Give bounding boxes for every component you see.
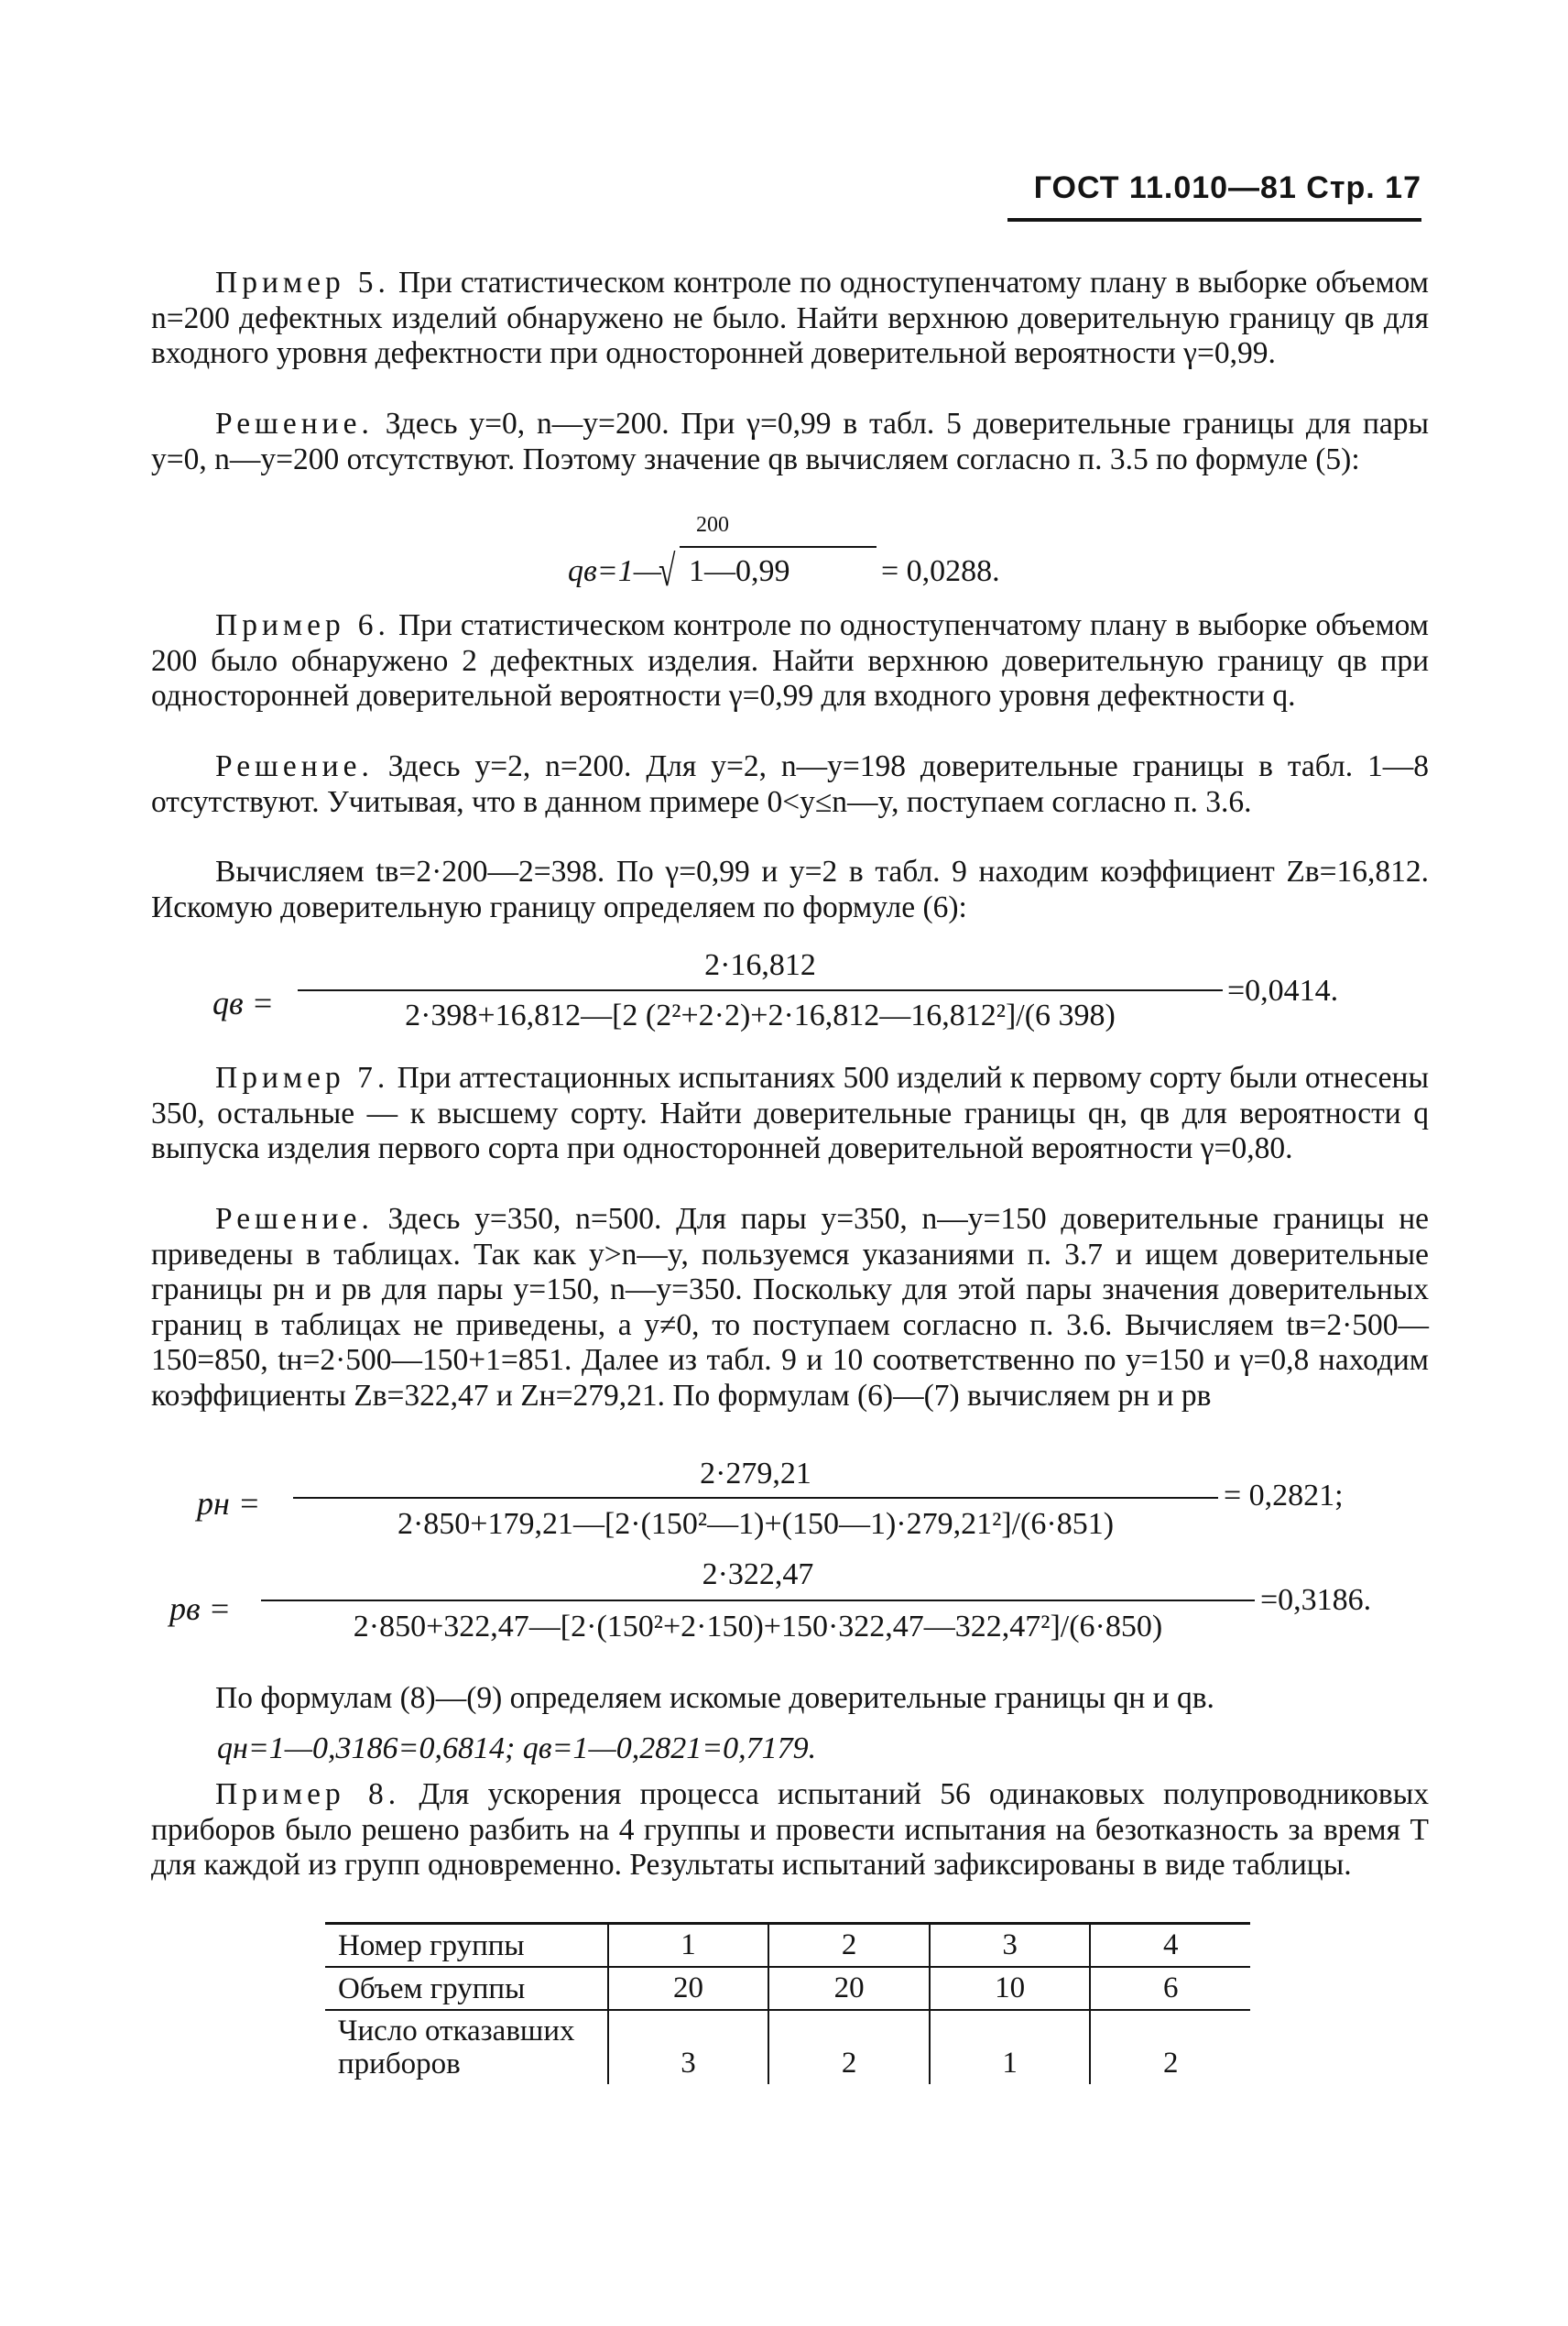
example-5-solution-label: Решение. xyxy=(215,407,374,441)
example-6-solution-text: Здесь y=2, n=200. Для y=2, n—y=198 доверительные границы в табл. 1—8 отсутствуют. Учитывая, что в данном примере 0<y≤n—y, поступаем согласно п. 3.6. xyxy=(151,749,1429,819)
table-cell: 20 xyxy=(608,1967,769,2010)
formula-6-denominator: 2·398+16,812—[2 (2²+2·2)+2·16,812—16,812²]/(6 398) xyxy=(405,999,1116,1032)
formula-5-result: = 0,0288. xyxy=(881,554,1000,588)
example-5-solution xyxy=(151,407,1429,477)
table-cell: 1 xyxy=(608,1924,769,1968)
table-row xyxy=(325,2010,1250,2084)
example-6-solution-label: Решение. xyxy=(215,749,374,783)
table-row-label: Число отказавших приборов xyxy=(325,2010,608,2084)
header-rule xyxy=(1007,218,1421,222)
example-6-label: Пример 6. xyxy=(215,608,390,642)
example-6-solution xyxy=(151,749,1429,820)
formula-7a-numerator: 2·279,21 xyxy=(700,1457,811,1491)
table-cell: 1 xyxy=(930,2010,1091,2084)
example-5-label: Пример 5. xyxy=(215,266,390,300)
formula-5-radicand: 1—0,99 xyxy=(689,554,790,588)
table-cell: 2 xyxy=(1162,2047,1179,2080)
example-7-solution-label: Решение. xyxy=(215,1202,374,1236)
formula-5-lhs: qв=1— xyxy=(568,554,661,588)
table-cell: 3 xyxy=(930,1924,1091,1968)
table-row xyxy=(325,1924,1250,1968)
example-7-paragraph xyxy=(151,1061,1429,1167)
formula-7b-denominator: 2·850+322,47—[2·(150²+2·150)+150·322,47—322,47²]/(6·850) xyxy=(353,1610,1163,1643)
formula-6-fraction-bar xyxy=(298,989,1223,991)
example-7-conclusion xyxy=(151,1681,1429,1717)
table-row-label: Объем группы xyxy=(325,1967,608,2010)
table-cell: 10 xyxy=(930,1967,1091,2010)
table-cell: 6 xyxy=(1090,1967,1250,2010)
example-7-label: Пример 7. xyxy=(215,1061,390,1095)
table-cell: 3 xyxy=(608,2010,769,2084)
results-table xyxy=(325,1922,1250,2084)
example-5-paragraph xyxy=(151,266,1429,372)
example-6-paragraph xyxy=(151,608,1429,715)
example-5-text: При статистическом контроле по одноступенчатому плану в выборке объемом n=200 дефектных изделий обнаружено не было. Найти верхнюю доверительную границу qв для входного уровня дефектности при односторонней доверительной вероятности γ=0,99. xyxy=(151,266,1429,370)
example-7-solution xyxy=(151,1202,1429,1414)
example-6-calculation-text: Вычисляем tв=2·200—2=398. По γ=0,99 и y=2 в табл. 9 находим коэффициент Zв=16,812. Искомую доверительную границу определяем по формуле (6): xyxy=(151,855,1429,924)
formula-7a-fraction-bar xyxy=(293,1497,1218,1499)
table-row-label: Номер группы xyxy=(325,1924,608,1968)
example-6-calculation xyxy=(151,855,1429,925)
formula-7b-result: =0,3186. xyxy=(1260,1583,1372,1617)
example-6-text: При статистическом контроле по одноступенчатому плану в выборке объемом 200 было обнаружено 2 дефектных изделия. Найти верхнюю доверительную границу qв при односторонней доверительной вероятности γ=0,99 для входного уровня дефектности q. xyxy=(151,608,1429,713)
table-cell: 2 xyxy=(768,2010,930,2084)
formula-6-numerator: 2·16,812 xyxy=(704,948,816,982)
example-8-text: Для ускорения процесса испытаний 56 одинаковых полупроводниковых приборов было решено разбить на 4 группы и провести испытания на безотказность за время T для каждой из групп одновременно. Результаты испытаний зафиксированы в виде таблицы. xyxy=(151,1777,1429,1882)
formula-5-radical-icon: √ xyxy=(658,547,676,595)
example-8-label: Пример 8. xyxy=(215,1777,401,1811)
example-5-solution-text: Здесь y=0, n—y=200. При γ=0,99 в табл. 5 доверительные границы для пары y=0, n—y=200 отсутствуют. Поэтому значение qв вычисляем согласно п. 3.5 по формуле (5): xyxy=(151,407,1429,476)
formula-7b-fraction-bar xyxy=(261,1600,1255,1601)
table-row xyxy=(325,1967,1250,2010)
formula-5-root-index: 200 xyxy=(696,513,729,537)
example-7-solution-text: Здесь y=350, n=500. Для пары y=350, n—y=150 доверительные границы не приведены в таблицах. Так как y>n—y, пользуемся указаниями п. 3.7 и ищем доверительные границы pн и pв для пары y=150, n—y=350. Поскольку для этой пары значения доверительных границ в таблицах не приведены, а y≠0, то поступаем согласно п. 3.6. Вычисляем tв=2·500—150=850, tн=2·500—150+1=851. Далее из табл. 9 и 10 соответственно по y=150 и γ=0,8 находим коэффициенты Zв=322,47 и Zн=279,21. По формулам (6)—(7) вычисляем pн и pв xyxy=(151,1202,1429,1413)
example-7-conclusion-text: По формулам (8)—(9) определяем искомые доверительные границы qн и qв. xyxy=(215,1681,1214,1715)
table-cell: 4 xyxy=(1090,1924,1250,1968)
formula-7b-lhs: pв = xyxy=(169,1590,231,1627)
example-7-final-values: qн=1—0,3186=0,6814; qв=1—0,2821=0,7179. xyxy=(217,1731,817,1765)
formula-7a-lhs: pн = xyxy=(197,1485,261,1522)
example-8-paragraph xyxy=(151,1777,1429,1884)
formula-5-vinculum xyxy=(680,546,877,548)
formula-7a-result: = 0,2821; xyxy=(1224,1479,1344,1512)
formula-7a-denominator: 2·850+179,21—[2·(150²—1)+(150—1)·279,21²]/(6·851) xyxy=(397,1507,1115,1541)
table-cell: 20 xyxy=(768,1967,930,2010)
table-cell: 2 xyxy=(768,1924,930,1968)
example-7-text: При аттестационных испытаниях 500 изделий к первому сорту были отнесены 350, остальные — к высшему сорту. Найти доверительные границы qн, qв для вероятности q выпуска изделия первого сорта при односторонней доверительной вероятности γ=0,80. xyxy=(151,1061,1429,1165)
formula-7b-numerator: 2·322,47 xyxy=(702,1557,814,1591)
formula-6-result: =0,0414. xyxy=(1227,974,1339,1008)
formula-6-lhs: qв = xyxy=(212,985,274,1021)
page-header: ГОСТ 11.010—81 Стр. 17 xyxy=(1033,170,1421,205)
